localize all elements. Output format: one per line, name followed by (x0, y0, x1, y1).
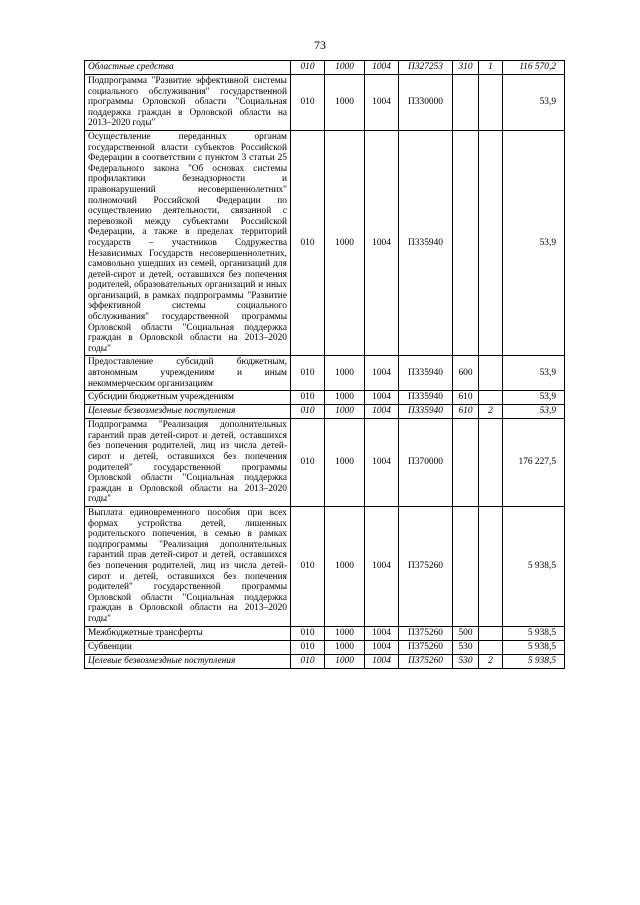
cell-amount: 53,9 (503, 405, 565, 419)
cell-subsection: 1004 (365, 654, 399, 668)
cell-ministry: 010 (291, 130, 325, 355)
table-row (85, 419, 565, 507)
cell-amount: 53,9 (503, 356, 565, 391)
cell-ministry: 010 (291, 75, 325, 131)
cell-target-item: П375260 (399, 626, 453, 640)
row-name: Выплата единовременного пособия при всех формах устройства детей, лишенных родительского попечения, в семью в рамках подпрограммы "Реализация дополнительных гарантий прав детей-сирот и детей, оставшихся без попечения родителей, лиц из числа детей-сирот и детей, оставшихся без попечения родителей" государственной программы Орловской области "Социальная поддержка граждан в Орловской области на 2013–2020 годы" (85, 506, 291, 626)
row-name: Предоставление субсидий бюджетным, автономным учреждениям и иным некоммерческим организациям (85, 356, 291, 391)
row-name: Субвенции (85, 640, 291, 654)
cell-target-item: П375260 (399, 506, 453, 626)
cell-amount: 5 938,5 (503, 506, 565, 626)
cell-expense-type: 530 (453, 640, 479, 654)
table-row (85, 130, 565, 355)
cell-expense-type (453, 75, 479, 131)
table-row (85, 356, 565, 391)
row-name: Подпрограмма "Реализация дополнительных гарантий прав детей-сирот и детей, оставшихся без попечения родителей, лиц из числа детей-сирот и детей, оставшихся без попечения родителей" государственной программы Орловской области "Социальная поддержка граждан в Орловской области на 2013–2020 годы" (85, 419, 291, 507)
row-name: Подпрограмма "Развитие эффективной системы социального обслуживания" государственной программы Орловской области "Социальная поддержка граждан в Орловской области на 2013–2020 годы" (85, 75, 291, 131)
cell-expense-type: 610 (453, 405, 479, 419)
cell-code (479, 356, 503, 391)
cell-amount: 5 938,5 (503, 640, 565, 654)
cell-code (479, 391, 503, 405)
cell-target-item: П335940 (399, 405, 453, 419)
row-name: Межбюджетные трансферты (85, 626, 291, 640)
cell-ministry: 010 (291, 405, 325, 419)
cell-target-item: П375260 (399, 640, 453, 654)
cell-subsection: 1004 (365, 419, 399, 507)
row-name: Областные средства (85, 61, 291, 75)
cell-section: 1000 (325, 391, 365, 405)
cell-subsection: 1004 (365, 356, 399, 391)
cell-ministry: 010 (291, 356, 325, 391)
cell-target-item: П370000 (399, 419, 453, 507)
cell-amount: 53,9 (503, 130, 565, 355)
budget-table-body (85, 61, 565, 669)
budget-table (84, 60, 565, 669)
cell-subsection: 1004 (365, 640, 399, 654)
cell-expense-type (453, 506, 479, 626)
cell-target-item: П375260 (399, 654, 453, 668)
cell-ministry: 010 (291, 61, 325, 75)
table-row (85, 405, 565, 419)
cell-target-item: П327253 (399, 61, 453, 75)
cell-ministry: 010 (291, 640, 325, 654)
cell-section: 1000 (325, 626, 365, 640)
cell-code (479, 130, 503, 355)
cell-amount: 176 227,5 (503, 419, 565, 507)
cell-expense-type: 600 (453, 356, 479, 391)
cell-code: 2 (479, 654, 503, 668)
cell-ministry: 010 (291, 506, 325, 626)
row-name: Осуществление переданных органам государственной власти субъектов Российской Федерации в соответствии с пунктом 3 статьи 25 Федерального закона "Об основах системы профилактики безнадзорности и правонарушений несовершеннолетних" полномочий Российской Федерации по осуществлению деятельности, связанной с перевозкой между субъектами Российской Федерации, а также в пределах территорий государств – участников Содружества Независимых Государств несовершеннолетних, самовольно ушедших из семей, организаций для детей-сирот и детей, оставшихся без попечения родителей, образовательных организаций и иных организаций, в рамках подпрограммы "Развитие эффективной системы социального обслуживания" государственной программы Орловской области "Социальная поддержка граждан в Орловской области на 2013–2020 годы" (85, 130, 291, 355)
cell-subsection: 1004 (365, 75, 399, 131)
cell-target-item: П330000 (399, 75, 453, 131)
cell-ministry: 010 (291, 626, 325, 640)
table-row (85, 75, 565, 131)
cell-expense-type: 530 (453, 654, 479, 668)
table-row (85, 391, 565, 405)
cell-code (479, 419, 503, 507)
table-row (85, 640, 565, 654)
cell-section: 1000 (325, 640, 365, 654)
cell-subsection: 1004 (365, 405, 399, 419)
cell-section: 1000 (325, 506, 365, 626)
cell-code (479, 506, 503, 626)
cell-section: 1000 (325, 356, 365, 391)
cell-code (479, 75, 503, 131)
table-row (85, 654, 565, 668)
cell-target-item: П335940 (399, 356, 453, 391)
cell-amount: 53,9 (503, 75, 565, 131)
cell-section: 1000 (325, 405, 365, 419)
cell-amount: 5 938,5 (503, 626, 565, 640)
cell-section: 1000 (325, 130, 365, 355)
cell-ministry: 010 (291, 654, 325, 668)
cell-section: 1000 (325, 419, 365, 507)
cell-section: 1000 (325, 75, 365, 131)
cell-target-item: П335940 (399, 130, 453, 355)
table-row (85, 61, 565, 75)
cell-expense-type: 610 (453, 391, 479, 405)
cell-code: 1 (479, 61, 503, 75)
cell-code (479, 626, 503, 640)
cell-subsection: 1004 (365, 61, 399, 75)
cell-amount: 53,9 (503, 391, 565, 405)
cell-expense-type (453, 130, 479, 355)
cell-code: 2 (479, 405, 503, 419)
cell-amount: 5 938,5 (503, 654, 565, 668)
cell-section: 1000 (325, 654, 365, 668)
cell-ministry: 010 (291, 391, 325, 405)
page-number: 73 (314, 38, 326, 52)
cell-section: 1000 (325, 61, 365, 75)
cell-expense-type: 500 (453, 626, 479, 640)
table-row (85, 506, 565, 626)
row-name: Субсидии бюджетным учреждениям (85, 391, 291, 405)
cell-expense-type: 310 (453, 61, 479, 75)
cell-ministry: 010 (291, 419, 325, 507)
cell-subsection: 1004 (365, 130, 399, 355)
row-name: Целевые безвозмездные поступления (85, 654, 291, 668)
row-name: Целевые безвозмездные поступления (85, 405, 291, 419)
cell-code (479, 640, 503, 654)
table-row (85, 626, 565, 640)
cell-amount: 116 570,2 (503, 61, 565, 75)
cell-target-item: П335940 (399, 391, 453, 405)
cell-subsection: 1004 (365, 506, 399, 626)
cell-subsection: 1004 (365, 626, 399, 640)
cell-expense-type (453, 419, 479, 507)
cell-subsection: 1004 (365, 391, 399, 405)
